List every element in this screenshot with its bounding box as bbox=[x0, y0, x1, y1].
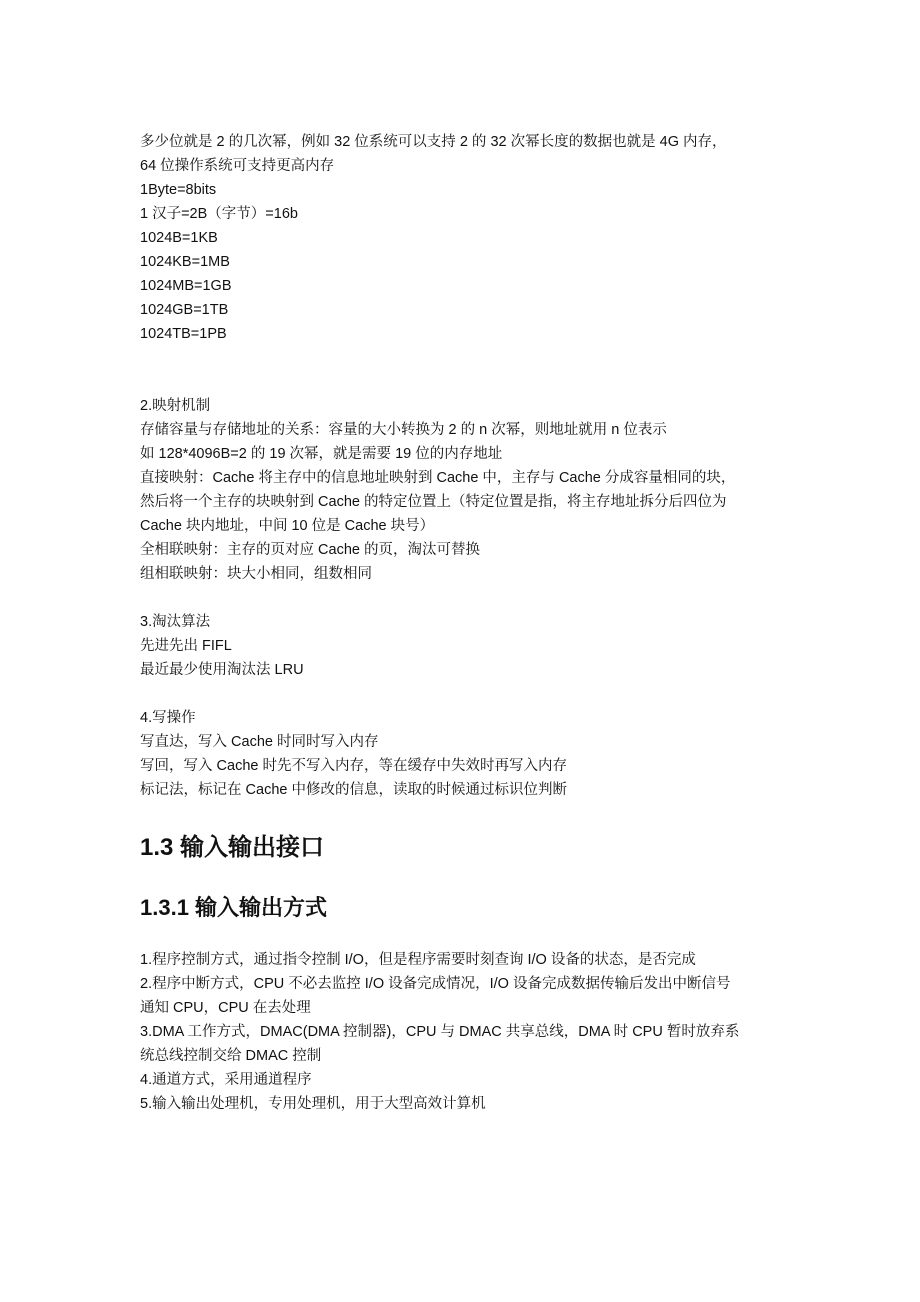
spacer bbox=[140, 682, 790, 706]
paragraph-line: 1.程序控制方式，通过指令控制 I/O，但是程序需要时刻查询 I/O 设备的状态，是否完成 bbox=[140, 952, 696, 968]
paragraph-line: 3.DMA 工作方式，DMAC(DMA 控制器)，CPU 与 DMAC 共享总线，DMA 时 CPU 暂时放弃系 bbox=[140, 1024, 740, 1040]
paragraph-line: Cache 块内地址，中间 10 位是 Cache 块号） bbox=[140, 518, 435, 534]
paragraph-line: 1Byte=8bits bbox=[140, 182, 217, 198]
paragraph-line: 多少位就是 2 的几次幂，例如 32 位系统可以支持 2 的 32 次幂长度的数据也就是 4G 内存， bbox=[140, 134, 727, 150]
spacer bbox=[140, 586, 790, 610]
document-page bbox=[140, 130, 790, 1116]
replacement-section bbox=[140, 610, 790, 682]
paragraph-line: 1024KB=1MB bbox=[140, 254, 230, 270]
write-section bbox=[140, 706, 790, 802]
paragraph-line: 64 位操作系统可支持更高内存 bbox=[140, 158, 335, 174]
heading-io-methods: 1.3.1 输入输出方式 bbox=[140, 895, 328, 920]
paragraph-line: 写直达，写入 Cache 时同时写入内存 bbox=[140, 734, 379, 750]
paragraph-line: 4.通道方式，采用通道程序 bbox=[140, 1072, 312, 1088]
section-title: 2.映射机制 bbox=[140, 398, 211, 414]
io-section bbox=[140, 948, 790, 1116]
heading-io-interface: 1.3 输入输出接口 bbox=[140, 834, 325, 861]
paragraph-line: 1024GB=1TB bbox=[140, 302, 229, 318]
paragraph-line: 1024B=1KB bbox=[140, 230, 218, 246]
mapping-section bbox=[140, 394, 790, 586]
paragraph-line: 1024MB=1GB bbox=[140, 278, 232, 294]
paragraph-line: 全相联映射：主存的页对应 Cache 的页，淘汰可替换 bbox=[140, 542, 480, 558]
paragraph-line: 1024TB=1PB bbox=[140, 326, 227, 342]
paragraph-line: 存储容量与存储地址的关系：容量的大小转换为 2 的 n 次幂，则地址就用 n 位表示 bbox=[140, 422, 667, 438]
paragraph-line: 然后将一个主存的块映射到 Cache 的特定位置上（特定位置是指，将主存地址拆分后四位为 bbox=[140, 494, 727, 510]
paragraph-line: 直接映射：Cache 将主存中的信息地址映射到 Cache 中，主存与 Cache 分成容量相同的块， bbox=[140, 470, 736, 486]
paragraph-line: 2.程序中断方式，CPU 不必去监控 I/O 设备完成情况，I/O 设备完成数据传输后发出中断信号 bbox=[140, 976, 731, 992]
paragraph-line: 写回，写入 Cache 时先不写入内存，等在缓存中失效时再写入内存 bbox=[140, 758, 567, 774]
section-title: 4.写操作 bbox=[140, 710, 196, 726]
paragraph-line: 最近最少使用淘汰法 LRU bbox=[140, 662, 304, 678]
spacer bbox=[140, 346, 790, 394]
paragraph-line: 5.输入输出处理机，专用处理机，用于大型高效计算机 bbox=[140, 1096, 486, 1112]
paragraph-line: 先进先出 FIFL bbox=[140, 638, 232, 654]
intro-section bbox=[140, 130, 790, 346]
section-title: 3.淘汰算法 bbox=[140, 614, 211, 630]
paragraph-line: 统总线控制交给 DMAC 控制 bbox=[140, 1048, 322, 1064]
paragraph-line: 1 汉子=2B（字节）=16b bbox=[140, 206, 298, 222]
paragraph-line: 通知 CPU，CPU 在去处理 bbox=[140, 1000, 311, 1016]
paragraph-line: 标记法，标记在 Cache 中修改的信息，读取的时候通过标识位判断 bbox=[140, 782, 567, 798]
paragraph-line: 组相联映射：块大小相同，组数相同 bbox=[140, 566, 372, 582]
paragraph-line: 如 128*4096B=2 的 19 次幂，就是需要 19 位的内存地址 bbox=[140, 446, 503, 462]
